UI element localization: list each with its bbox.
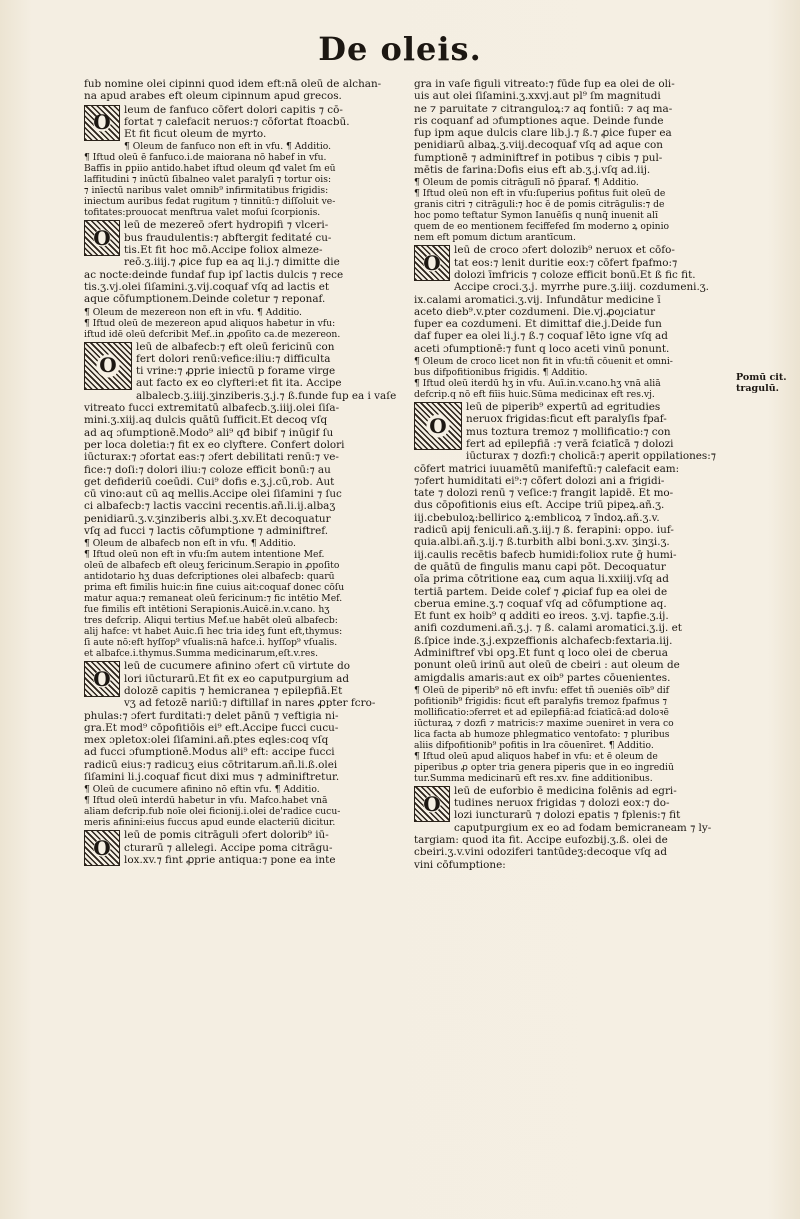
decorated-initial-icon: [414, 786, 450, 822]
text-line: bus difpofitionibus frigidis. ¶ Additio.: [414, 367, 588, 379]
text-line: ris coquanf ad ɔfumptiones aque. Deinde funde: [414, 114, 664, 127]
text-line: leū de euforbio ē medicina folēnis ad egri-: [454, 784, 677, 797]
right-column: [414, 78, 732, 1188]
text-line: vʒ ad fetozē nariū:⁊ diftillaf in nares ꝓpter fcro-: [124, 697, 376, 710]
text-line: ci albafecb:⁊ lactis vaccini recentis.añ.li.ij.albaʒ: [84, 500, 336, 513]
text-line: radicū eius:⁊ radicuʒ eius cōtritarum.añ.li.ß.olei: [84, 758, 338, 771]
text-line: laffitudini ⁊ inūctū ſibalneo valet paralyſi ⁊ tortur ois:: [84, 174, 332, 186]
text-line: tertiā partem. Deide colef ⁊ ꝓiciaf fup ea olei de: [414, 585, 668, 598]
text-line: ponunt oleū irinū aut oleū de cbeiri : aut oleum de: [414, 659, 680, 672]
text-paragraph: [414, 785, 732, 871]
text-line: mini.ʒ.xiij.aq dulcis quātū ſufficit.Et decoq vſq: [84, 414, 328, 427]
text-line: fert dolori renū:vefice:iliu:⁊ difficulta: [136, 352, 331, 365]
text-line: ti vrine:⁊ ꝓprie iniectū p forame virge: [136, 365, 336, 378]
text-line: tat eos:⁊ lenit duritie eox:⁊ cōfert fpafmo:⁊: [454, 256, 678, 269]
initial-letter: O: [93, 836, 111, 861]
annotation-paragraph: [84, 141, 402, 218]
text-line: Accipe croci.ʒ.j. myrrhe pure.ʒ.iiij. cozdumeni.ʒ.: [454, 281, 709, 294]
text-line: pofitionib⁹ frigidis: ficut eft paralyfis tremoz fpafmus ⁊: [414, 695, 668, 707]
text-line: fert ad epilepfiā :⁊ verā fciatīcā ⁊ dolozi: [466, 437, 674, 450]
text-line: neruox frigidas:ficut eft paralyſis fpaf-: [466, 413, 667, 426]
text-paragraph: [84, 829, 402, 866]
text-line: ¶ Iftud oleū ē fanfuco.i.de maiorana nō habef in vfu.: [84, 152, 327, 164]
text-line: ſi aute nō:eft hyſſop⁹ vſualis:nā hafce.i. hyſſop⁹ vſualis.: [84, 637, 338, 649]
text-line: penidiarū.ʒ.v.ʒinziberis albi.ʒ.xv.Et decoquatur: [84, 512, 331, 525]
text-line: ¶ Oleū de cucumere afinino nō eftin vfu. ¶ Additio.: [84, 784, 320, 796]
initial-letter: O: [99, 353, 117, 378]
text-line: defcrip.q nō eft fiīis huic.Sūma medicinax eft res.vj.: [414, 389, 655, 401]
text-line: vſq ad fucci ⁊ lactis cōfumptione ⁊ adminiftref.: [84, 525, 328, 538]
text-line: piperibus ꝓ opter tria genera piperis que in eo ingrediū: [414, 761, 674, 773]
text-line: lox.xv.⁊ fint ꝓprie antiqua:⁊ pone ea inte: [124, 853, 336, 866]
text-line: bus fraudulentis:⁊ abftergit feditaté cu-: [124, 231, 332, 244]
text-line: iftud idē oleū defcribit Mef..in ꝓpoſito ca.de mezereon.: [84, 328, 341, 340]
annotation-paragraph: [414, 685, 732, 784]
text-line: ¶ Iftud oleū non eft in vfu:ſuperius pofitus fuit oleū de: [414, 188, 666, 200]
text-line: gra in vaſe figuli vitreato:⁊ fūde fup ea olei de oli-: [414, 78, 675, 90]
text-line: amigdalis amaris:aut ex oib⁹ partes cōuenientes.: [414, 671, 671, 684]
text-line: ¶ Oleum de fanfuco non eft in vfu. ¶ Additio.: [124, 141, 332, 153]
text-line: Et fit ficut oleum de myrto.: [124, 128, 267, 141]
text-line: ad aq ɔfumptionē.Modo⁹ ali⁹ qđ bibif ⁊ inūgif ſu: [84, 426, 334, 439]
text-line: ⁊ɔfert humiditati ei⁹:⁊ cōfert dolozi ani a frigidi-: [414, 474, 665, 487]
text-line: dolozi īmfricis ⁊ coloze efficit bonū.Et ß fic fit.: [454, 268, 696, 281]
text-line: leū de albafecb:⁊ eft oleū fericinū con: [136, 340, 335, 353]
initial-letter: O: [429, 413, 447, 438]
text-line: ¶ Oleum de mezereon non eft in vfu. ¶ Additio.: [84, 306, 302, 318]
text-line: ¶ Iftud oleū interdū habetur in vfu. Mafco.habet vnā: [84, 795, 328, 807]
text-line: ¶ Oleū de piperib⁹ nō eft invfu: effet tñ ɔueniēs oīb⁹ dif: [414, 684, 670, 696]
text-line: aceti ɔfumptionē:⁊ funt q loco aceti vinū ponunt.: [414, 342, 670, 355]
text-line: iij.caulis recētis bafecb humidi:foliox rute ḡ humi-: [414, 548, 677, 561]
text-line: ¶ Iftud oleū non eft in vfu:ſm autem intentione Mef.: [84, 549, 325, 561]
text-line: cōfert matrici iuuamētū manifeftū:⁊ calefacit eam:: [414, 462, 680, 475]
text-line: per loca doletia:⁊ fit ex eo clyftere. Confert dolori: [84, 438, 345, 451]
annotation-paragraph: [84, 538, 402, 659]
text-line: tate ⁊ dolozi renū ⁊ veſice:⁊ frangit lapidē. Et mo-: [414, 487, 674, 500]
text-line: mex ɔpletox:olei ſiſamini.añ.ptes eqles:coq vſq: [84, 734, 329, 747]
text-line: lica facta ab humoze phlegmatico ventofato: ⁊ pluribus: [414, 728, 670, 740]
text-line: ¶ Oleum de albafecb non eſt in vfu. ¶ Additio.: [84, 538, 296, 550]
text-line: leū de cucumere afinino ɔfert cū virtute do: [124, 660, 351, 673]
margin-note: Pomū cit. tragulū.: [736, 372, 787, 394]
text-line: iūcturax ⁊ dozfi:⁊ cholicā:⁊ aperit oppilationes:⁊: [466, 450, 716, 463]
text-paragraph: [414, 244, 732, 355]
initial-letter: O: [423, 251, 441, 276]
text-line: penidiarū albaꝝ.ʒ.viij.decoquaf vſq ad aque con: [414, 139, 663, 152]
text-line: granis citri ⁊ citrāguli:⁊ hoc ē de pomis citrāgulis:⁊ de: [414, 199, 665, 211]
text-line: et albafce.i.thymus.Summa medicinarum,eſt.v.res.: [84, 648, 319, 660]
left-column: [84, 78, 402, 1188]
text-line: tis.Et fit hoc mō.Accipe foliox almeze-: [124, 244, 323, 257]
text-line: de quātū de fingulis manu capi pōt. Decoquatur: [414, 560, 666, 573]
decorated-initial-icon: [84, 220, 120, 256]
text-line: tur.Summa medicinarū eft res.xv. fine additionibus.: [414, 772, 653, 784]
text-line: ⁊ inīectū naribus valet omnib⁹ infirmitatibus frigidis:: [84, 185, 329, 197]
text-line: tis.ʒ.vj.olei ſiſamini.ʒ.vij.coquaf vſq ad lactis et: [84, 280, 330, 293]
decorated-initial-icon: [84, 661, 120, 697]
text-line: Adminiftref vbi opꝫ.Et funt q loco olei de cberua: [414, 646, 668, 659]
text-line: reō.ʒ.iiij.⁊ ꝓice fup ea aq li.j.⁊ dimitte die: [124, 256, 340, 269]
initial-letter: O: [423, 791, 441, 816]
text-line: ß.ſpice inde.ʒ.j.expzeffionis alchafecb:fextaria.iij.: [414, 634, 673, 647]
text-line: ac nocte:deinde fundaf fup ipſ lactis dulcis ⁊ rece: [84, 268, 344, 281]
text-line: prima eft fimilis huic:in fine cuius ait:coquaf donec cōſu: [84, 582, 345, 594]
text-line: matur aqua:⁊ remaneat oleū fericinum:⁊ fic intētio Mef.: [84, 593, 343, 605]
text-line: fuper ea cozdumeni. Et dimittaf die.j.Deide fun: [414, 318, 662, 331]
text-line: tres defcrip. Aliqui tertius Mef.ue habēt oleū albafecb:: [84, 615, 338, 627]
text-line: quem de eo mentionem feciffefed ſm moderno ꝝ opinio: [414, 221, 670, 233]
text-line: caputpurgium ex eo ad fodam bemicraneam ⁊ ly-: [454, 821, 712, 834]
text-line: cberua emine.ʒ.⁊ coquaf vſq ad cōfumptione aq.: [414, 597, 667, 610]
page-heading: De oleis.: [318, 30, 482, 68]
initial-letter: O: [93, 226, 111, 251]
text-line: ¶ Iftud oleū iterdū hʒ in vfu. Auī.in.v.cano.hʒ vnā aliā: [414, 378, 661, 390]
text-line: ¶ Iftud oleū apud aliquos habef in vfu: et ē oleum de: [414, 750, 658, 762]
decorated-initial-icon: [84, 830, 120, 866]
text-line: aliis difpofitionib⁹ pofitis in lra cōuenīret. ¶ Additio.: [414, 739, 654, 751]
text-line: targiam: quod ita fit. Accipe eufozbij.ʒ.ß. olei de: [414, 834, 668, 847]
text-line: tofitates:prouocat menftrua valet moſui ſcorpionis.: [84, 207, 321, 219]
text-line: aliam defcrip.fub noīe olei ficionij.i.olei de'radice cucu-: [84, 806, 341, 818]
text-line: iūcturax:⁊ ɔfortat eas:⁊ ɔfert debilitati renū:⁊ ve-: [84, 451, 339, 464]
text-line: iūcturaꝝ ⁊ dozfi ⁊ matricis:⁊ maxime ɔueniret in vera co: [414, 717, 674, 729]
text-line: ¶ Iftud oleū de mezereon apud aliquos habetur in vfu:: [84, 317, 336, 329]
text-line: aceto dieb⁹.v.pter cozdumeni. Die.vj.ꝓoȷciatur: [414, 305, 656, 318]
text-line: vitreato fucci extremitatū albafecb.ʒ.iiij.olei ſiſa-: [84, 402, 340, 415]
text-line: anifi cozdumeni.añ.ʒ.j. ⁊ ß. calami aromatici.ʒ.ij. et: [414, 622, 682, 635]
text-line: daf fuper ea olei li.j.⁊ ß.⁊ coquaf lēto igne vſq ad: [414, 330, 668, 343]
text-paragraph: [84, 660, 402, 783]
text-line: dolozē capitis ⁊ hemicranea ⁊ epilepfiā.Et: [124, 684, 343, 697]
annotation-paragraph: [414, 177, 732, 243]
text-line: leum de fanfuco cōfert dolori capitis ⁊ cō-: [124, 103, 343, 116]
text-line: cū vino:aut cū aq mellis.Accipe olei ſiſamini ⁊ ſuc: [84, 488, 342, 501]
text-line: cbeiri.ʒ.v.vini odoziferi tantūdeʒ:decoque vſq ad: [414, 846, 667, 859]
text-paragraph: [84, 78, 402, 103]
text-line: fumptionē ⁊ adminiftref in potibus ⁊ cibis ⁊ pul-: [414, 151, 663, 164]
text-line: Baffis in ꝑpiio antido.habet iftud oleum qđ valet ſm eū: [84, 163, 336, 175]
text-line: leū de piperib⁹ expertū ad egritudies: [466, 401, 661, 414]
text-line: alij hafce: vt habet Auic.ſi hec tria ideʒ funt eft,thymus:: [84, 626, 343, 638]
text-line: mētis de farina:Dofis eius eft ab.ʒ.j.vſq ad.iij.: [414, 164, 651, 177]
text-line: get defideriū coeūdi. Cui⁹ dofis e.ʒ.j.cū,rob. Aut: [84, 475, 335, 488]
text-paragraph: [84, 341, 402, 538]
text-line: phulas:⁊ ɔfert furditati:⁊ delet̄ pānū ⁊ veftigia ni-: [84, 709, 339, 722]
text-line: ne ⁊ paruitate ⁊ citranguloꝝ:⁊ aq fontiū: ⁊ aq ma-: [414, 102, 673, 115]
text-line: oleū de albafecb eft oleuʒ fericinum.Serapio in ꝓpoſito: [84, 560, 340, 572]
text-line: fub nomine olei cipinni quod idem eft:nā oleū de alchan-: [84, 78, 382, 90]
text-paragraph: [84, 219, 402, 305]
annotation-paragraph: [84, 784, 402, 828]
annotation-paragraph: [414, 356, 732, 400]
text-line: ad fucci ɔfumptionē.Modus ali⁹ eft: accipe fucci: [84, 746, 335, 759]
text-paragraph: [414, 78, 732, 176]
text-line: dus cōpofitionis eius eſt. Accipe triū pipeꝝ.añ.ʒ.: [414, 499, 665, 512]
text-line: uis aut olei ſiſamini.ʒ.xxvj.aut pl⁹ ſm magnitudi: [414, 90, 661, 103]
text-line: ¶ Oleum de pomis citrāgulī nō p̄paraf. ¶ Additio.: [414, 177, 639, 189]
text-line: fup ipm aque dulcis clare lib.j.⁊ ß.⁊ ꝓice fuper ea: [414, 127, 672, 140]
text-line: tudines neruox frigidas ⁊ dolozi eox:⁊ do-: [454, 797, 670, 810]
initial-letter: O: [93, 110, 111, 135]
text-line: leū de croco ɔfert dolozib⁹ neruox et cōfo-: [454, 244, 675, 257]
text-line: antidotario hʒ duas defcriptiones olei albafecb: quarū: [84, 571, 335, 583]
text-line: ¶ Oleum de croco licet non fit in vfu:tñ cōuenit et omni-: [414, 356, 673, 368]
text-line: Et funt ex hoib⁹ q additi eo ireos. ʒ.vj. tapfie.ʒ.ij.: [414, 610, 669, 623]
text-line: leū de pomis citrāguli ɔfert dolorib⁹ iū-: [124, 829, 329, 842]
text-line: iij.cbebuloꝝ:bellirico ꝝ:emblicoꝝ ⁊ īndoꝝ.añ.ʒ.v.: [414, 511, 660, 524]
text-line: fice:⁊ doſi:⁊ dolori iliu:⁊ coloze efficit bonū:⁊ au: [84, 463, 331, 476]
annotation-paragraph: [84, 307, 402, 340]
text-line: fue fimilis eft intētioni Serapionis.Auicē.in.v.cano. hʒ: [84, 604, 330, 616]
text-line: albalecb.ʒ.iiij.ʒinziberis.ʒ.j.⁊ ß.funde fup ea i vaſe: [136, 389, 397, 402]
text-line: fortat ⁊ calefacit neruos:⁊ cōfortat ftoacbū.: [124, 115, 350, 128]
text-line: lori iūcturarū.Et fit ex eo caputpurgium ad: [124, 672, 350, 685]
text-line: lozi iuncturarū ⁊ dolozi epatis ⁊ fplenis:⁊ fit: [454, 809, 681, 822]
text-line: nem eft pomum dictum arantīcum.: [414, 232, 576, 244]
text-line: iniectum auribus fedat rugitum ⁊ tinnitū:⁊ diſſoluit ve-: [84, 196, 336, 208]
text-paragraph: [84, 104, 402, 141]
text-line: aque cōfumptionem.Deinde coletur ⁊ reponaf.: [84, 293, 326, 306]
text-line: aut facto ex eo clyfteri:et fit ita. Accipe: [136, 377, 342, 390]
decorated-initial-icon: [414, 402, 462, 450]
text-paragraph: [414, 401, 732, 684]
text-line: cturarū ⁊ allelegi. Accipe poma citrāgu-: [124, 841, 333, 854]
text-line: leū de mezereō ɔfert hydropifi ⁊ vlceri-: [124, 219, 329, 232]
text-line: radicū apij feniculi.añ.ʒ.iij.⁊ ß. ferapini: oppo. iuf-: [414, 524, 674, 537]
text-line: na apud arabes eft oleum cipinnum apud grecos.: [84, 90, 342, 103]
text-line: vini cōfumptione:: [414, 858, 506, 871]
text-line: meris afinini:eius fuccus apud eunde elacteriū dicitur.: [84, 817, 336, 829]
text-line: mus toztura tremoz ⁊ mollificatio:⁊ con: [466, 425, 671, 438]
text-line: gra.Et mod⁹ cōpofitiōis ei⁹ eft.Accipe fucci cucu-: [84, 721, 339, 734]
decorated-initial-icon: [414, 245, 450, 281]
text-line: quia.albi.añ.ʒ.ij.⁊ ß.turbith albi boni.ʒ.xv. ʒinʒi.ʒ.: [414, 536, 670, 549]
decorated-initial-icon: [84, 105, 120, 141]
text-line: mollificatio:ɔferret et ad epilepfiā:ad fciatīcā:ad doloꝛē: [414, 706, 669, 718]
text-line: hoc pomo teftatur Symon Ianuēſis q nunq̄ inuenit alī: [414, 210, 659, 222]
text-line: oīa prima cōtritione eaꝝ cum aqua li.xxiiij.vſq ad: [414, 573, 669, 586]
decorated-initial-icon: [84, 342, 132, 390]
initial-letter: O: [93, 667, 111, 692]
text-line: ix.calami aromatici.ʒ.vij. Infundātur medicine ī: [414, 293, 661, 306]
text-line: ſiſamini li.j.coquaf ficut dixi mus ⁊ adminiftretur.: [84, 770, 340, 783]
